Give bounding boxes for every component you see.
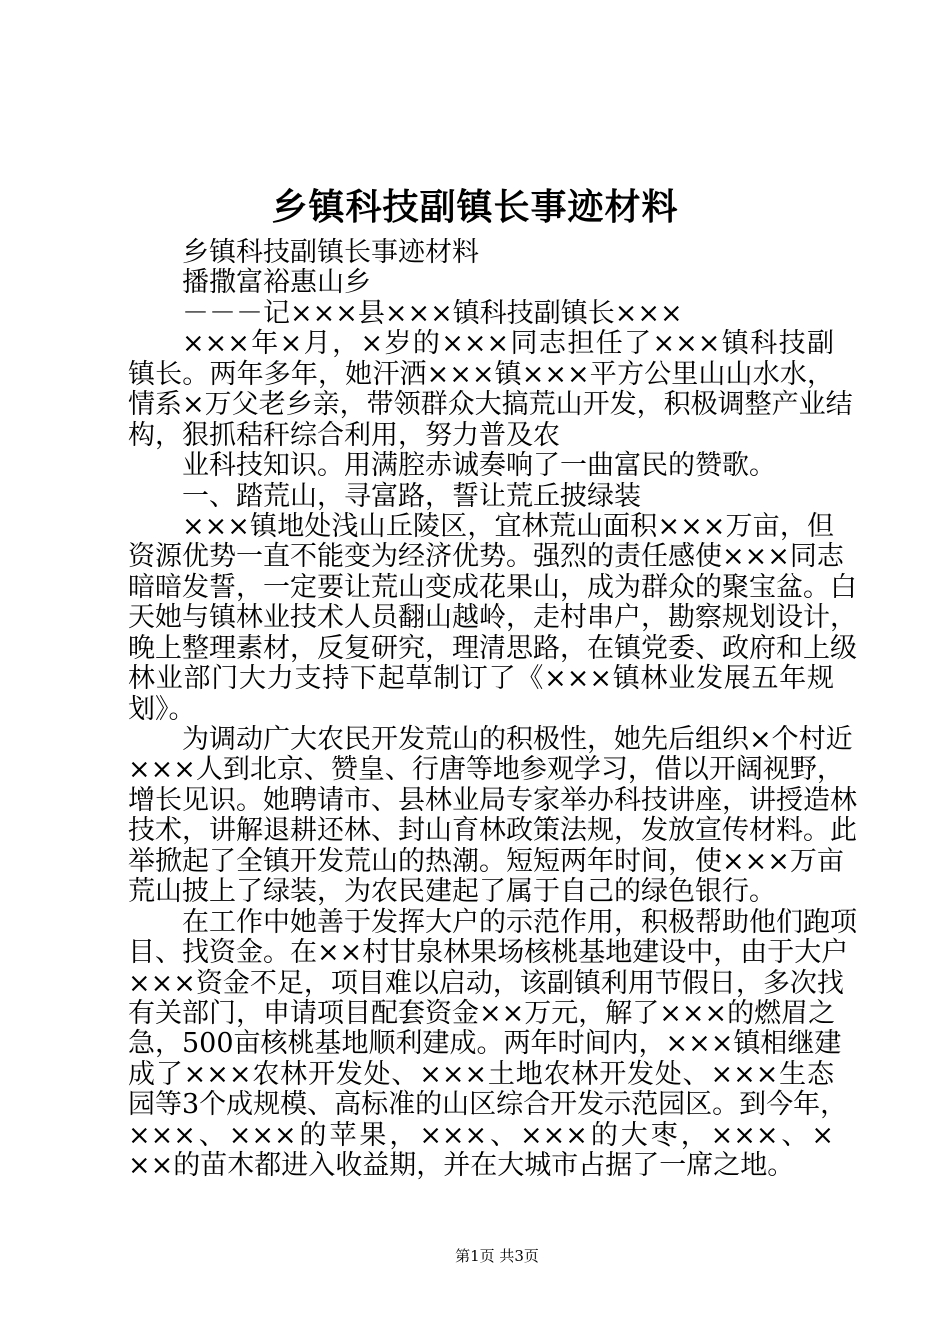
paragraph [128,451,834,481]
paragraph [128,328,853,451]
text-line: 暗暗发誓，一定要让荒山变成花果山，成为群众的聚宝盆。白 [128,571,857,603]
text-line: 增长见识。她聘请市、县林业局专家举办科技讲座，讲授造林 [128,784,857,816]
text-line: ×××人到北京、赞皇、行唐等地参观学习，借以开阔视野， [128,754,844,786]
text-line: －－－记×××县×××镇科技副镇长××× [182,297,683,329]
paragraph [128,238,834,268]
text-line: 林业部门大力支持下起草制订了《×××镇林业发展五年规 [128,663,834,695]
paragraph [128,724,857,908]
text-line: 划》。 [128,693,196,725]
text-line: 技术，讲解退耕还林、封山育林政策法规，发放宣传材料。此 [128,815,857,847]
text-line: 构，狠抓秸秆综合利用，努力普及农 [128,419,560,451]
paragraph [128,268,834,298]
page-footer: 第1页 共3页 [455,1247,539,1265]
paragraph [128,906,857,1182]
text-line: 一、踏荒山，寻富路，誓让荒丘披绿装 [182,480,641,512]
document-title: 乡镇科技副镇长事迹材料 [271,186,679,228]
text-line: ×××、×××的苹果，×××、×××的大枣，×××、× [128,1119,834,1151]
text-line: 急，500亩核桃基地顺利建成。两年时间内，×××镇相继建 [128,1028,842,1060]
text-line: 园等3个成规模、高标准的山区综合开发示范园区。到今年， [128,1089,848,1121]
text-line: 为调动广大农民开发荒山的积极性，她先后组织×个村近 [182,724,853,755]
text-line: 天她与镇林业技术人员翻山越岭，走村串户，勘察规划设计， [128,602,857,634]
text-line: ×××资金不足，项目难以启动，该副镇利用节假日，多次找 [128,967,844,999]
text-line: 情系×万父老乡亲，带领群众大搞荒山开发，积极调整产业结 [128,389,853,421]
paragraph [128,510,857,725]
text-line: ××的苗木都进入收益期，并在大城市占据了一席之地。 [128,1150,795,1182]
text-line: 有关部门，申请项目配套资金××万元，解了×××的燃眉之 [128,997,836,1029]
text-line: ×××镇地处浅山丘陵区，宜林荒山面积×××万亩，但 [182,510,834,542]
text-line: 在工作中她善于发挥大户的示范作用，积极帮助他们跑项 [182,906,857,938]
text-line: 乡镇科技副镇长事迹材料 [182,237,479,268]
text-line: 成了×××农林开发处、×××土地农林开发处、×××生态 [128,1058,834,1090]
document-body [128,237,857,1182]
text-line: 镇长。两年多年，她汗洒×××镇×××平方公里山山水水， [128,358,834,390]
text-line: 播撒富裕惠山乡 [182,267,371,299]
text-line: 荒山披上了绿装，为农民建起了属于自己的绿色银行。 [128,876,776,908]
text-line: 资源优势一直不能变为经济优势。强烈的责任感使×××同志 [128,541,844,573]
paragraph [128,299,834,329]
text-line: ×××年×月，×岁的×××同志担任了×××镇科技副 [182,328,834,360]
text-line: 晚上整理素材，反复研究，理清思路，在镇党委、政府和上级 [128,632,857,664]
paragraph [128,482,834,512]
text-line: 业科技知识。用满腔赤诚奏响了一曲富民的赞歌。 [182,450,776,482]
text-line: 举掀起了全镇开发荒山的热潮。短短两年时间，使×××万亩 [128,845,844,877]
text-line: 目、找资金。在××村甘泉林果场核桃基地建设中，由于大户 [128,937,849,969]
